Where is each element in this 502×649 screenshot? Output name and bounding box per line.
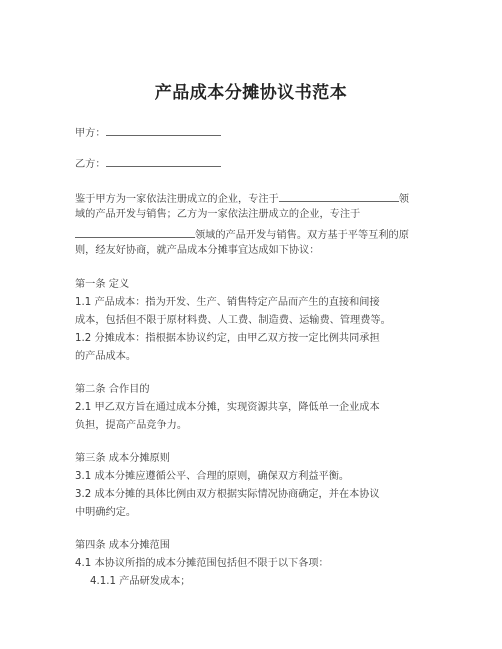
- party-a-label: 甲方：: [75, 128, 106, 139]
- article-3-line-2: 3.2 成本分摊的具体比例由双方根据实际情况协商确定，并在本协议: [75, 489, 380, 500]
- article-1-heading: 第一条 定义: [75, 279, 130, 290]
- field-blank-1: [279, 190, 399, 202]
- article-3-line-3: 中明确约定。: [75, 507, 137, 518]
- preamble-line-3: 领域的产品开发与销售。双方基于平等互利的原: [75, 226, 409, 243]
- article-1-line-3: 1.2 分摊成本：指根据本协议约定，由甲乙双方按一定比例共同承担: [75, 333, 380, 344]
- article-2-line-1: 2.1 甲乙双方旨在通过成本分摊，实现资源共享，降低单一企业成本: [75, 402, 380, 413]
- article-3-heading: 第三条 成本分摊原则: [75, 453, 170, 464]
- party-b-line: [75, 155, 221, 172]
- article-1-line-2: 成本，包括但不限于原材料费、人工费、制造费、运输费、管理费等。: [75, 315, 391, 326]
- party-a-line: [75, 124, 221, 141]
- party-a-blank: [106, 124, 221, 136]
- article-4-line-1: 4.1 本协议所指的成本分摊范围包括但不限于以下各项：: [75, 558, 329, 569]
- preamble-line-4: 则，经友好协商，就产品成本分摊事宜达成如下协议：: [75, 245, 320, 256]
- preamble-line-1: 鉴于甲方为一家依法注册成立的企业，专注于 领: [75, 190, 409, 207]
- article-4-heading: 第四条 成本分摊范围: [75, 540, 170, 551]
- article-2-line-2: 负担，提高产品竞争力。: [75, 420, 188, 431]
- field-blank-2: [75, 226, 195, 238]
- preamble-line-2: 域的产品开发与销售；乙方为一家依法注册成立的企业，专注于: [75, 209, 361, 220]
- article-1-line-1: 1.1 产品成本：指为开发、生产、销售特定产品而产生的直接和间接: [75, 297, 380, 308]
- party-b-label: 乙方：: [75, 159, 106, 170]
- party-b-blank: [106, 155, 221, 167]
- article-4-line-2: 4.1.1 产品研发成本；: [90, 576, 191, 587]
- article-2-heading: 第二条 合作目的: [75, 384, 150, 395]
- document-title: 产品成本分摊协议书范本: [154, 83, 348, 103]
- article-1-line-4: 的产品成本。: [75, 351, 137, 362]
- article-3-line-1: 3.1 成本分摊应遵循公平、合理的原则，确保双方利益平衡。: [75, 471, 350, 482]
